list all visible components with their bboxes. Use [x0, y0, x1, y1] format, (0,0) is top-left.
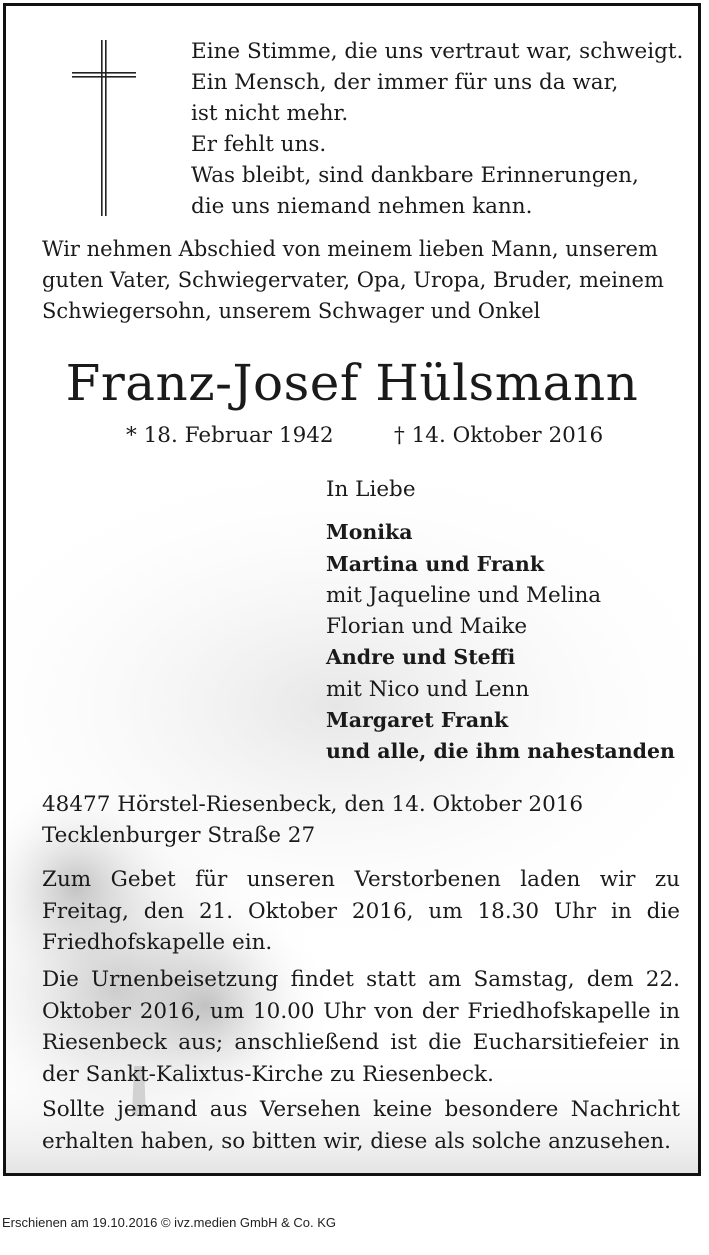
- family-member: mit Nico und Lenn: [326, 676, 530, 702]
- family-member: Margaret Frank: [326, 708, 509, 733]
- intro-line: guten Vater, Schwiegervater, Opa, Uropa, Bruder, meinem: [42, 268, 664, 292]
- family-member: und alle, die ihm nahestanden: [326, 739, 675, 764]
- poem-line: Eine Stimme, die uns vertraut war, schweigt.: [191, 39, 684, 64]
- poem-line: Er fehlt uns.: [191, 132, 327, 157]
- deceased-name: Franz-Josef Hülsmann: [65, 354, 639, 412]
- intro-line: Wir nehmen Abschied von meinem lieben Mann, unserem: [42, 237, 658, 261]
- intro-line: Schwiegersohn, unserem Schwager und Onkel: [42, 299, 541, 323]
- family-list: [326, 474, 675, 768]
- address-line: 48477 Hörstel-Riesenbeck, den 14. Oktober 2016: [42, 792, 584, 817]
- notice-paragraph: Sollte jemand aus Versehen keine besondere Nachricht erhalten haben, so bitten wir, diese als solche anzusehen.: [42, 1097, 680, 1154]
- family-member: Monika: [326, 520, 413, 545]
- cross-icon: [72, 40, 136, 216]
- family-member: Martina und Frank: [326, 551, 545, 576]
- family-member: Andre und Steffi: [326, 645, 516, 670]
- prayer-paragraph: Zum Gebet für unseren Verstorbenen laden wir zu Freitag, den 21. Oktober 2016, um 18.30 Uhr in die Friedhofskapelle ein.: [42, 867, 680, 955]
- poem-line: Was bleibt, sind dankbare Erinnerungen,: [191, 163, 639, 188]
- obituary-frame: [3, 3, 701, 1176]
- poem-line: die uns niemand nehmen kann.: [191, 194, 533, 219]
- poem-line: Ein Mensch, der immer für uns da war,: [191, 70, 619, 95]
- family-member: mit Jaqueline und Melina: [326, 582, 602, 608]
- burial-paragraph: Die Urnenbeisetzung findet statt am Samstag, dem 22. Oktober 2016, um 10.00 Uhr von der Friedhofskapelle in Riesenbeck aus; anschließend ist die Eucharsitiefeier in der Sankt-Kalixtus-Kirche zu Riesenbeck.: [42, 967, 680, 1087]
- family-member: Florian und Maike: [326, 614, 528, 640]
- birth-date: * 18. Februar 1942: [126, 423, 334, 448]
- address-line: Tecklenburger Straße 27: [42, 823, 316, 848]
- poem-line: ist nicht mehr.: [191, 101, 349, 126]
- death-date: † 14. Oktober 2016: [394, 423, 604, 448]
- in-liebe: In Liebe: [326, 477, 416, 502]
- address: [42, 789, 583, 851]
- farewell-intro: [42, 234, 682, 327]
- poem: [191, 36, 683, 222]
- publication-footer: Erschienen am 19.10.2016 © ivz.medien GmbH & Co. KG: [2, 1215, 337, 1230]
